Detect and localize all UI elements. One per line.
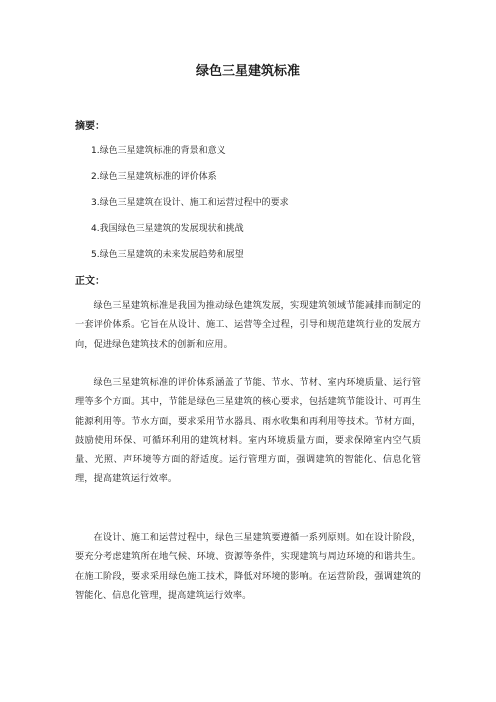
abstract-list [91, 145, 289, 275]
body-paragraph: 在设计、施工和运营过程中，绿色三星建筑要遵循一系列原则。如在设计阶段，要充分考虑建筑所在地气候、环境、资源等条件，实现建筑与周边环境的和谐共生。在施工阶段，要求采用绿色施工技术，降低对环境的影响。在运营阶段，强调建筑的智能化、信息化管理，提高建筑运行效率。 [75, 532, 421, 601]
abstract-item: 2.绿色三星建筑标准的评价体系 [91, 172, 217, 182]
body-paragraph: 绿色三星建筑标准是我国为推动绿色建筑发展，实现建筑领域节能减排而制定的一套评价体系。它旨在从设计、施工、运营等全过程，引导和规范建筑行业的发展方向，促进绿色建筑技术的创新和应用。 [75, 300, 421, 350]
body-paragraph: 绿色三星建筑标准的评价体系涵盖了节能、节水、节材、室内环境质量、运行管理等多个方面。其中，节能是绿色三星建筑的核心要求，包括建筑节能设计、可再生能源利用等。节水方面，要求采用节水器具、雨水收集和再利用等技术。节材方面，鼓励使用环保、可循环利用的建筑材料。室内环境质量方面，要求保障室内空气质量、光照、声环境等方面的舒适度。运行管理方面，强调建筑的智能化、信息化管理，提高建筑运行效率。 [75, 377, 421, 485]
document-title: 绿色三星建筑标准 [195, 64, 300, 79]
abstract-item: 4.我国绿色三星建筑的发展现状和挑战 [91, 224, 244, 234]
abstract-label: 摘要： [75, 121, 105, 132]
abstract-item: 5.绿色三星建筑的未来发展趋势和展望 [91, 250, 244, 260]
abstract-item: 3.绿色三星建筑在设计、施工和运营过程中的要求 [91, 198, 289, 208]
abstract-item: 1.绿色三星建筑标准的背景和意义 [91, 146, 226, 156]
body-label: 正文： [75, 276, 105, 287]
